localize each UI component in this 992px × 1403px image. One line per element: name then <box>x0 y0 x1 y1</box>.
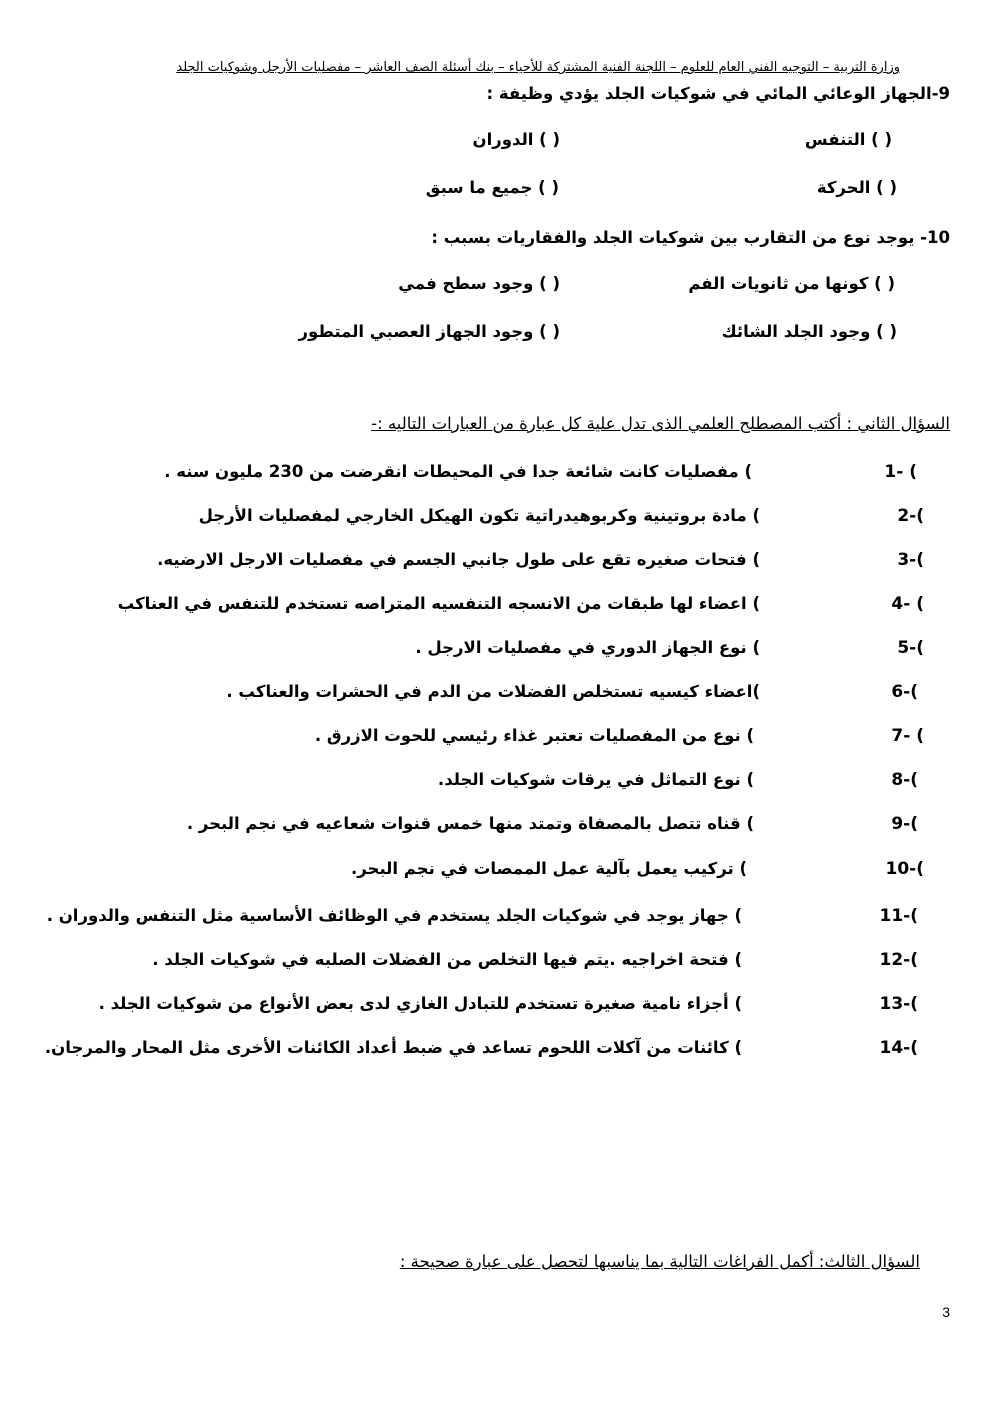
page-number: 3 <box>942 1304 950 1320</box>
item-text: ) نوع الجهاز الدوري في مفصليات الارجل . <box>415 638 760 657</box>
item-number: 14-( <box>879 1038 918 1058</box>
item-number: 1- ( <box>884 462 917 482</box>
item-text: ) كائنات من آكلات اللحوم تساعد في ضبط أعداد الكائنات الأخرى مثل المحار والمرجان. <box>44 1038 742 1057</box>
item-number: 13-( <box>879 994 918 1014</box>
item-text: ) أجزاء نامية صغيرة تستخدم للتبادل الغازي لدى بعض الأنواع من شوكيات الجلد . <box>98 994 742 1013</box>
item-number: 12-( <box>879 950 918 970</box>
item-text: ) مادة بروتينية وكربوهيدراتية تكون الهيكل الخارجي لمفصليات الأرجل <box>198 506 760 525</box>
item-number: 2-( <box>897 506 924 526</box>
section-3-title: السؤال الثالث: أكمل الفراغات التالية بما يناسبها لتحصل على عبارة صحيحة : <box>399 1252 920 1271</box>
item-text: ) فتحة اخراجيه .يتم فيها التخلص من الفضلات الصلبه في شوكيات الجلد . <box>152 950 742 969</box>
item-text: ) تركيب يعمل بآلية عمل الممصات في نجم البحر. <box>351 859 747 878</box>
page-header: وزارة التربية – التوجيه الفني العام للعلوم – اللجنة الفنية المشتركة للأحياء – بنك أسئلة الصف العاشر – مفصليات الأرجل وشوكيات الجلد <box>176 60 900 75</box>
q9-option-1: ( ) التنفس <box>804 130 892 149</box>
q9-option-3: ( ) الحركة <box>816 178 897 197</box>
section-2-title: السؤال الثاني : أكتب المصطلح العلمي الذى تدل علية كل عبارة من العبارات التاليه :- <box>371 414 950 433</box>
item-number: 8-( <box>891 770 918 790</box>
question-9: 9-الجهاز الوعائي المائي في شوكيات الجلد يؤدي وظيفة : <box>486 84 950 103</box>
item-text: ) مفصليات كانت شائعة جدا في المحيطات انقرضت من 230 مليون سنه . <box>164 462 752 481</box>
item-text: ) قناه تتصل بالمصفاة وتمتد منها خمس قنوات شعاعيه في نجم البحر . <box>186 814 754 833</box>
item-number: 11-( <box>879 906 918 926</box>
q10-option-4: ( ) وجود الجهاز العصبي المتطور <box>298 322 560 341</box>
item-number: 4- ( <box>891 594 924 614</box>
item-number: 3-( <box>897 550 924 570</box>
q10-option-3: ( ) وجود الجلد الشائك <box>721 322 897 341</box>
item-number: 7- ( <box>891 726 924 746</box>
item-number: 5-( <box>897 638 924 658</box>
item-text: )اعضاء كيسيه تستخلص الفضلات من الدم في الحشرات والعناكب . <box>226 682 760 701</box>
item-text: ) نوع التماثل في يرقات شوكيات الجلد. <box>437 770 754 789</box>
q9-option-4: ( ) جميع ما سبق <box>425 178 559 197</box>
item-number: 10-( <box>885 859 924 879</box>
q10-option-2: ( ) وجود سطح فمي <box>398 274 560 293</box>
item-text: ) نوع من المفصليات تعتبر غذاء رئيسي للحوت الازرق . <box>314 726 754 745</box>
item-text: ) جهاز يوجد في شوكيات الجلد يستخدم في الوظائف الأساسية مثل التنفس والدوران . <box>46 906 742 925</box>
item-number: 9-( <box>891 814 918 834</box>
question-10: 10- يوجد نوع من التقارب بين شوكيات الجلد والفقاريات بسبب : <box>431 228 950 247</box>
item-number: 6-( <box>891 682 918 702</box>
q10-option-1: ( ) كونها من ثانويات الفم <box>688 274 895 293</box>
item-text: ) اعضاء لها طبقات من الانسجه التنفسيه المتراصه تستخدم للتنفس في العناكب <box>117 594 760 613</box>
q9-option-2: ( ) الدوران <box>472 130 560 149</box>
item-text: ) فتحات صغيره تقع على طول جانبي الجسم في مفصليات الارجل الارضيه. <box>157 550 760 569</box>
